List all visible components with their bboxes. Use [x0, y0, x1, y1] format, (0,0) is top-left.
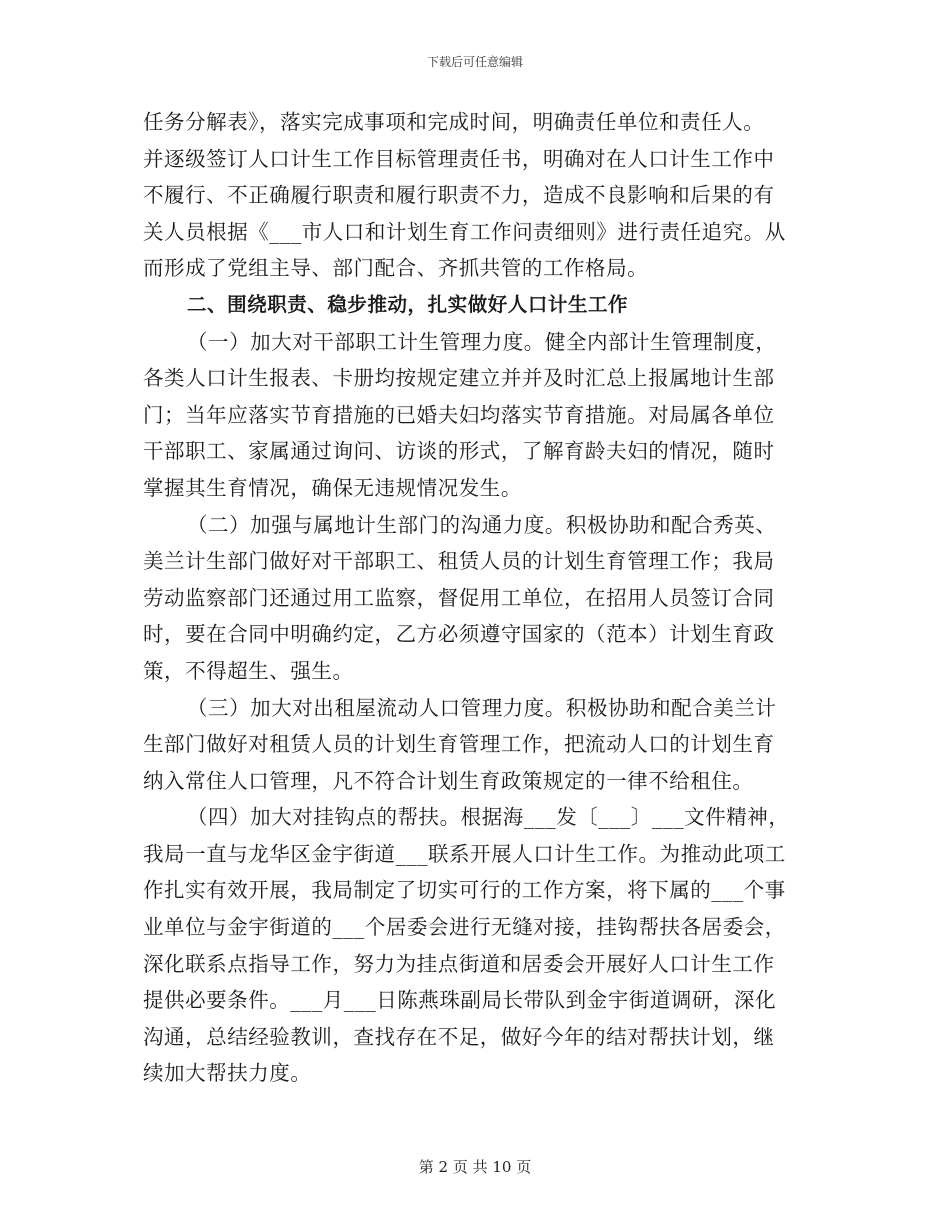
- paragraph-line: 美兰计生部门做好对干部职工、租赁人员的计划生育管理工作；我局: [143, 549, 775, 574]
- paragraph-line: 作扎实有效开展，我局制定了切实可行的工作方案，将下属的___个事: [143, 878, 786, 903]
- paragraph-line: 劳动监察部门还通过用工监察，督促用工单位，在招用人员签订合同: [143, 585, 775, 610]
- paragraph-line: （三）加大对出租屋流动人口管理力度。积极协助和配合美兰计: [187, 695, 777, 720]
- paragraph-line: 并逐级签订人口计生工作目标管理责任书，明确对在人口计生工作中: [143, 146, 775, 171]
- paragraph-line: 而形成了党组主导、部门配合、齐抓共管的工作格局。: [143, 256, 649, 281]
- paragraph-line: 续加大帮扶力度。: [143, 1061, 312, 1086]
- section-heading: 二、围绕职责、稳步推动，扎实做好人口计生工作: [187, 292, 629, 316]
- paragraph-line: 时，要在合同中明确约定，乙方必须遵守国家的（范本）计划生育政: [143, 622, 775, 647]
- page-header: 下载后可任意编辑: [426, 55, 523, 69]
- paragraph-line: 策，不得超生、强生。: [143, 658, 354, 683]
- paragraph-line: 各类人口计生报表、卡册均按规定建立并并及时汇总上报属地计生部: [143, 366, 775, 391]
- paragraph-line: （一）加大对干部职工计生管理力度。健全内部计生管理制度，: [187, 329, 777, 354]
- document-body: [143, 104, 807, 1092]
- paragraph-line: （二）加强与属地计生部门的沟通力度。积极协助和配合秀英、: [187, 512, 777, 537]
- paragraph-line: 掌握其生育情况，确保无违规情况发生。: [143, 475, 522, 500]
- paragraph-line: 纳入常住人口管理，凡不符合计划生育政策规定的一律不给租住。: [143, 768, 754, 793]
- paragraph-line: 业单位与金宇街道的___个居委会进行无缝对接，挂钩帮扶各居委会，: [143, 915, 786, 940]
- paragraph-line: 门；当年应落实节育措施的已婚夫妇均落实节育措施。对局属各单位: [143, 402, 775, 427]
- paragraph-line: 提供必要条件。___月___日陈燕珠副局长带队到金宇街道调研，深化: [143, 988, 777, 1013]
- paragraph-line: 深化联系点指导工作，努力为挂点街道和居委会开展好人口计生工作: [143, 951, 775, 976]
- paragraph-line: 任务分解表》，落实完成事项和完成时间，明确责任单位和责任人。: [143, 110, 765, 134]
- paragraph-line: 生部门做好对租赁人员的计划生育管理工作，把流动人口的计划生育: [143, 732, 775, 757]
- paragraph-line: 关人员根据《___市人口和计划生育工作问责细则》进行责任追究。从: [143, 219, 786, 244]
- page-number: 第 2 页 共 10 页: [418, 1158, 532, 1176]
- paragraph-line: 沟通，总结经验教训，查找存在不足，做好今年的结对帮扶计划，继: [143, 1024, 775, 1049]
- paragraph-line: （四）加大对挂钩点的帮扶。根据海___发〔___〕___文件精神，: [187, 805, 790, 830]
- paragraph-line: 不履行、不正确履行职责和履行职责不力，造成不良影响和后果的有: [143, 183, 775, 208]
- paragraph-line: 我局一直与龙华区金宇街道___联系开展人口计生工作。为推动此项工: [143, 841, 786, 866]
- paragraph-line: 干部职工、家属通过询问、访谈的形式，了解育龄夫妇的情况，随时: [143, 439, 775, 464]
